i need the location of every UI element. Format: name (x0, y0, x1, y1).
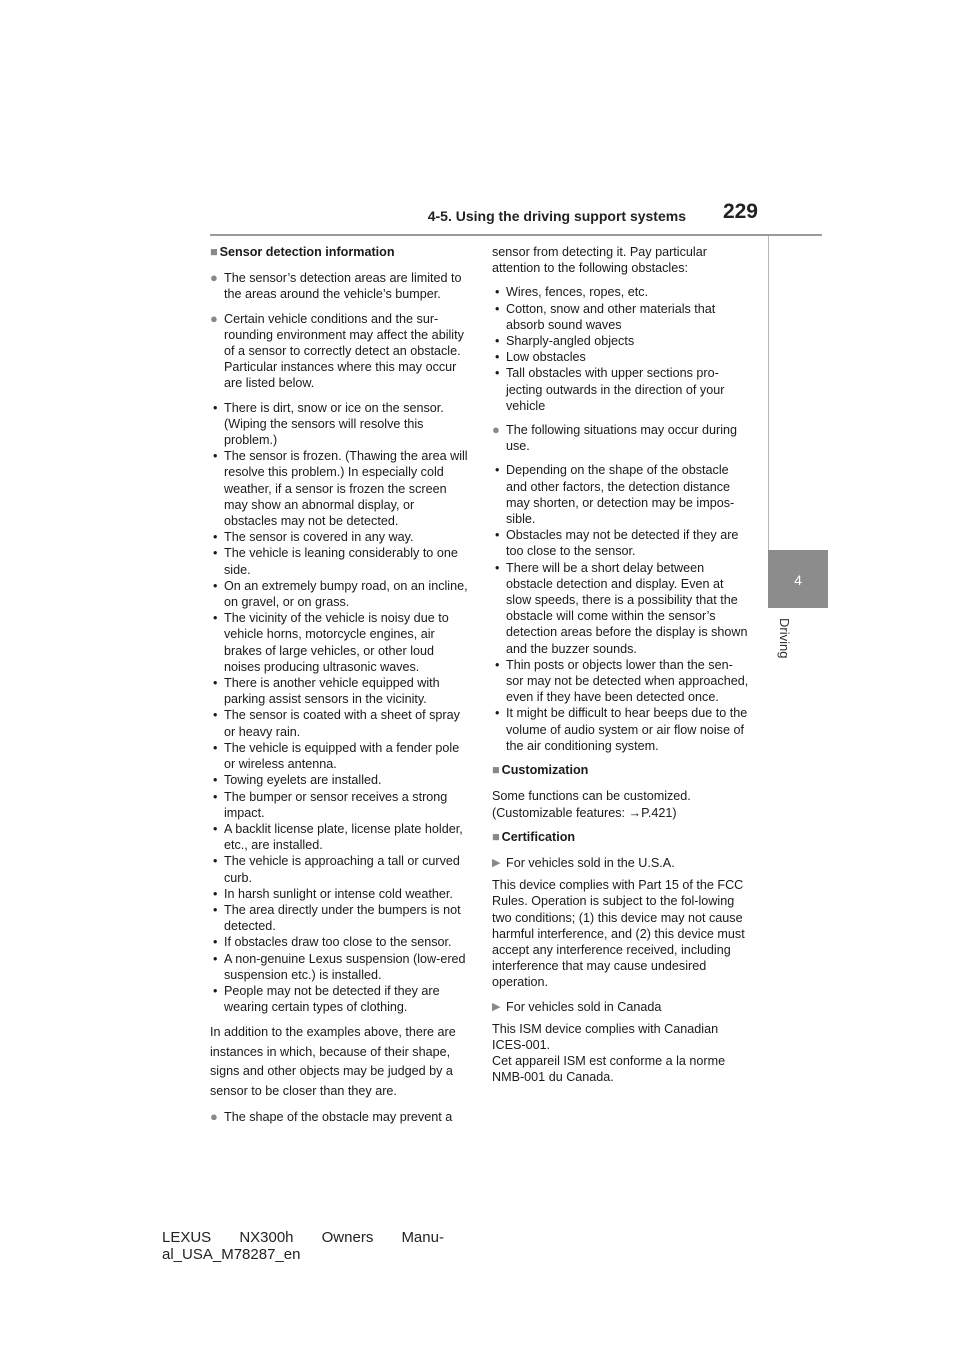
list-item: • Wires, fences, ropes, etc. (492, 284, 750, 300)
list-item: • On an extremely bumpy road, on an incline, on gravel, or on grass. (210, 578, 468, 610)
list-item: • The vehicle is leaning considerably to one side. (210, 545, 468, 577)
list-item: • The bumper or sensor receives a strong impact. (210, 789, 468, 821)
canada-subheading: ▶ For vehicles sold in Canada (492, 999, 662, 1014)
list-item: • Tall obstacles with upper sections pro-jecting outwards in the direction of your vehicle (492, 365, 750, 414)
usa-text: This device complies with Part 15 of the FCC Rules. Operation is subject to the fol-lowing two conditions; (1) this device may not cause harmful interference, and (2) this device must accept any interference received, including interference that may cause undesired operation. (492, 878, 745, 990)
list-item: • The sensor is covered in any way. (210, 529, 468, 545)
list-item: • Sharply-angled objects (492, 333, 750, 349)
list-item: • The vehicle is equipped with a fender pole or wireless antenna. (210, 740, 468, 772)
list-item: • The vicinity of the vehicle is noisy due to vehicle horns, motorcycle engines, air brakes of large vehicles, or other loud noises producing ultrasonic waves. (210, 610, 468, 675)
list-item: • Cotton, snow and other materials that absorb sound waves (492, 301, 750, 333)
chapter-label-text: Driving (777, 618, 792, 659)
circle-bullet-item: ● The following situations may occur during use. (492, 422, 737, 454)
list-item: • Towing eyelets are installed. (210, 772, 468, 788)
triangle-right-icon: ▶ (492, 856, 501, 869)
footer-word: NX300h (239, 1229, 294, 1246)
sensor-detection-heading: ■ Sensor detection information (210, 245, 395, 259)
customization-heading: ■ Customization (492, 763, 589, 778)
list-item: • A non-genuine Lexus suspension (low-ered suspension etc.) is installed. (210, 951, 468, 983)
list-item: • If obstacles draw too close to the sensor. (210, 934, 468, 950)
list-item: • There is another vehicle equipped with parking assist sensors in the vicinity. (210, 675, 468, 707)
list-item: • Obstacles may not be detected if they are too close to the sensor. (492, 527, 750, 559)
canada-text-fr: Cet appareil ISM est conforme a la norme NMB-001 du Canada. (492, 1054, 726, 1085)
circle-bullet-icon: ● (210, 270, 218, 286)
list-item: • Thin posts or objects lower than the sen-sor may not be detected when approached, even if they have been detected once. (492, 657, 750, 706)
chapter-number: 4 (794, 572, 802, 588)
square-bullet-icon: ■ (492, 763, 500, 778)
circle-bullet-item: ● Certain vehicle conditions and the sur-rounding environment may affect the ability of a sensor to correctly detect an obstacle. Particular instances where this may occur are listed below. (210, 310, 464, 391)
circle-bullet-item: ● The sensor’s detection areas are limited to the areas around the vehicle’s bumper. (210, 270, 462, 302)
footer-code: al_USA_M78287_en (162, 1246, 301, 1263)
obstacle-list (492, 284, 750, 414)
usa-subheading: ▶ For vehicles sold in the U.S.A. (492, 855, 675, 870)
examples-paragraph: In addition to the examples above, there are instances in which, because of their shape, signs and other objects may be judged by a sensor to be closer than they are. (210, 1025, 456, 1098)
list-item: • There will be a short delay between obstacle detection and display. Even at slow speeds, there is a possibility that the obstacle will come within the sensor’s detection areas before the display is shown and the buzzer sounds. (492, 560, 750, 657)
list-item: • Depending on the shape of the obstacle and other factors, the detection distance may shorten, or detection may be impos-sible. (492, 462, 750, 527)
circle-bullet-item: ● The shape of the obstacle may prevent a (210, 1109, 453, 1125)
chapter-tab (768, 550, 828, 608)
list-item: • The sensor is frozen. (Thawing the area will resolve this problem.) In especially cold weather, if a sensor is frozen the screen may show an abnormal display, or obstacles may not be detected. (210, 448, 468, 529)
footer-word: Owners (321, 1229, 374, 1246)
circle-bullet-icon: ● (210, 310, 218, 326)
square-bullet-icon: ■ (492, 829, 500, 844)
circle-bullet-icon: ● (210, 1109, 218, 1125)
side-divider (768, 236, 769, 550)
list-item: • The vehicle is approaching a tall or curved curb. (210, 853, 468, 885)
condition-list (210, 400, 468, 1016)
page-footer (162, 1229, 462, 1263)
square-bullet-icon: ■ (210, 245, 218, 259)
footer-word: Manu- (401, 1229, 444, 1246)
continued-text: sensor from detecting it. Pay particular attention to the following obstacles: (492, 245, 707, 276)
canada-text-en: This ISM device complies with Canadian ICES-001. (492, 1021, 719, 1052)
list-item: • The sensor is coated with a sheet of spray or heavy rain. (210, 707, 468, 739)
certification-heading: ■ Certification (492, 829, 576, 844)
page-number: 229 (722, 200, 758, 223)
circle-bullet-icon: ● (492, 422, 500, 438)
left-column (210, 244, 468, 1134)
list-item: • People may not be detected if they are wearing certain types of clothing. (210, 983, 468, 1015)
situation-list (492, 462, 750, 754)
list-item: • A backlit license plate, license plate holder, etc., are installed. (210, 821, 468, 853)
chapter-label (776, 618, 796, 678)
page-header (210, 200, 822, 236)
customization-text: Some functions can be customized. (Customizable features: →P.421) (492, 789, 691, 820)
triangle-right-icon: ▶ (492, 1000, 501, 1013)
list-item: • Low obstacles (492, 349, 750, 365)
header-rule (210, 234, 822, 236)
list-item: • There is dirt, snow or ice on the sensor. (Wiping the sensors will resolve this problem.) (210, 400, 468, 449)
footer-word: LEXUS (162, 1229, 212, 1246)
list-item: • In harsh sunlight or intense cold weather. (210, 886, 468, 902)
list-item: • It might be difficult to hear beeps due to the volume of audio system or air flow noise of the air conditioning system. (492, 705, 750, 754)
right-column (492, 244, 750, 1094)
section-title: 4-5. Using the driving support systems (427, 208, 686, 224)
list-item: • The area directly under the bumpers is not detected. (210, 902, 468, 934)
